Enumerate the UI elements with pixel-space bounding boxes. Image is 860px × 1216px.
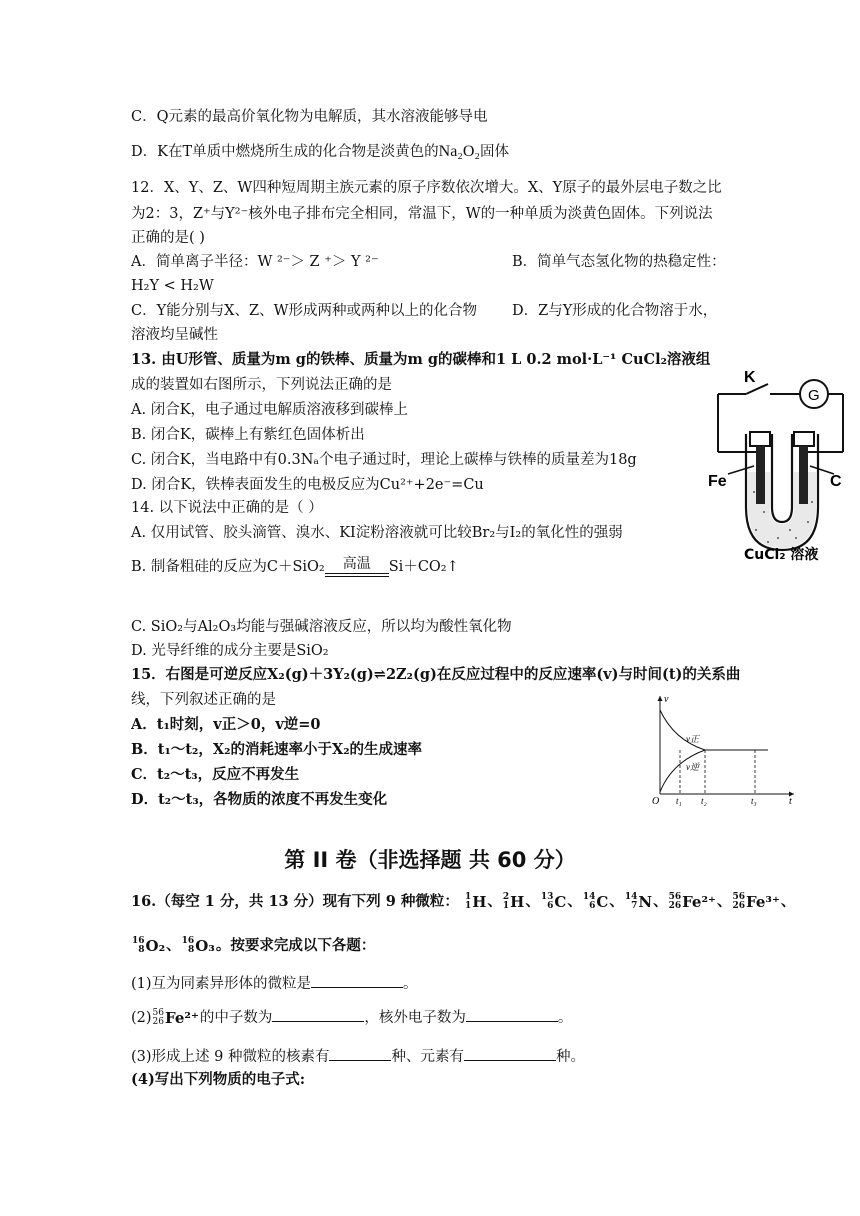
q13-option-c: C. 闭合K，当电路中有0.3Nₐ个电子通过时，理论上碳棒与铁棒的质量差为18g <box>131 452 637 468</box>
t1-label: t₁ <box>676 796 682 806</box>
answer-blank-4[interactable] <box>329 1045 391 1061</box>
q16-sub-1 <box>131 972 418 994</box>
particle-n14: 14 7 N <box>624 892 653 911</box>
q16-sub-2-pre: (2) <box>131 1010 152 1026</box>
q14-option-b-post: Si＋CO₂↑ <box>388 559 459 575</box>
origin-label: O <box>652 796 660 807</box>
q12-option-b: B．简单气态氢化物的热稳定性： <box>512 254 726 270</box>
q16-sub-2-end: 。 <box>557 1010 573 1026</box>
q12-option-b-cont: H₂Y < H₂W <box>131 278 214 294</box>
reaction-condition <box>325 556 389 577</box>
u-tube-apparatus-figure <box>708 362 850 562</box>
particle-h2: 2 1 H <box>502 892 525 911</box>
q15-option-d: D．t₂～t₃，各物质的浓度不再发生变化 <box>131 791 388 808</box>
particle-c13: 13 6 C <box>540 892 567 911</box>
particle-fe3: 56 26 Fe³⁺ <box>732 892 780 911</box>
q16-stem: 16.（每空 1 分，共 13 分）现有下列 9 种微粒： 1 1 H、 2 1 H、 13 6 C、 14 6 C、 14 7 N、 56 26 Fe²⁺、 56 26 Fe³⁺、 <box>131 892 796 911</box>
q16-sub-4: (4)写出下列物质的电子式: <box>131 1071 306 1088</box>
q12-option-d: D．Z与Y形成的化合物溶于水， <box>512 303 718 319</box>
q12-stem-1: 12．X、Y、Z、W四种短周期主族元素的原子序数依次增大。X、Y原子的最外层电子数之比 <box>131 180 722 196</box>
fe-electrode-label: Fe <box>708 473 727 490</box>
q14-stem: 14. 以下说法中正确的是（ ） <box>131 500 323 516</box>
q11-option-c: C．Q元素的最高价氧化物为电解质，其水溶液能够导电 <box>131 109 488 125</box>
q16-sub-3 <box>131 1045 585 1067</box>
particle-o2: 16 8 O₂ <box>132 936 166 955</box>
q13-stem-2: 成的装置如右图所示，下列说法正确的是 <box>131 377 392 393</box>
q12-option-d-cont: 溶液均呈碱性 <box>131 327 218 343</box>
q16-sub-2 <box>131 1006 572 1028</box>
particle-fe2-ref: 56 26 Fe²⁺ <box>152 1008 199 1027</box>
q16-sub-1-end: 。 <box>403 976 418 992</box>
q11-option-d-formula: Na₂O₂ <box>438 143 481 160</box>
answer-blank-2[interactable] <box>272 1006 364 1022</box>
q15-option-a: A．t₁时刻，v正＞0，v逆=0 <box>131 716 321 733</box>
q16-stem-post: 。按要求完成以下各题： <box>215 937 376 954</box>
galvanometer-label: G <box>808 387 820 404</box>
q16-sub-3-mid: 种、元素有 <box>391 1049 464 1065</box>
v-axis-label: v <box>664 694 669 705</box>
answer-blank-3[interactable] <box>466 1006 558 1022</box>
q14-option-b <box>131 556 459 590</box>
q16-stem-cont: 16 8 O₂、 16 8 O₃。按要求完成以下各题： <box>132 936 376 955</box>
rate-time-graph-figure <box>648 690 800 808</box>
t2-label: t₂ <box>701 796 707 806</box>
c-electrode-label: C <box>830 473 842 490</box>
q14-option-a: A. 仅用试管、胶头滴管、溴水、KI淀粉溶液就可比较Br₂与I₂的氧化性的强弱 <box>131 525 623 541</box>
q15-option-b: B．t₁～t₂，X₂的消耗速率小于X₂的生成速率 <box>131 741 423 758</box>
q12-option-c: C．Y能分别与X、Z、W形成两种或两种以上的化合物 <box>131 303 477 319</box>
v-forward-label: v正 <box>686 734 699 744</box>
q13-option-a: A. 闭合K，电子通过电解质溶液移到碳棒上 <box>131 402 409 418</box>
q13-stem-1: 13. 由U形管、质量为m g的铁棒、质量为m g的碳棒和1 L 0.2 mol·L⁻¹ CuCl₂溶液组 <box>131 351 711 368</box>
q11-option-d-tail: 固体 <box>480 144 510 160</box>
q12-stem-3: 正确的是( ) <box>131 230 205 246</box>
particle-o3: 16 8 O₃ <box>181 936 215 955</box>
condition-high-temp: 高温 <box>342 556 371 572</box>
answer-blank-1[interactable] <box>311 972 403 988</box>
section-title: 第 II 卷（非选择题 共 60 分） <box>284 848 576 872</box>
switch-k-label: K <box>744 369 756 386</box>
q14-option-c: C. SiO₂与Al₂O₃均能与强碱溶液反应，所以均为酸性氧化物 <box>131 619 512 635</box>
q11-option-d-text: D．K在T单质中燃烧所生成的化合物是淡黄色的 <box>131 144 439 160</box>
answer-blank-5[interactable] <box>464 1045 556 1061</box>
v-reverse-label: v逆 <box>686 762 699 772</box>
q16-sub-2-mid: 的中子数为 <box>199 1010 273 1026</box>
q11-option-d <box>131 142 509 162</box>
q15-stem-1: 15．右图是可逆反应X₂(g)＋3Y₂(g)⇌2Z₂(g)在反应过程中的反应速率(v)与时间(t)的关系曲 <box>131 666 741 683</box>
q16-sub-3-end: 种。 <box>555 1049 585 1065</box>
q14-option-b-pre: B. 制备粗硅的反应为C＋SiO₂ <box>131 559 325 575</box>
q12-option-a: A．简单离子半径：W ²⁻＞ Z ⁺＞ Y ²⁻ <box>131 254 379 270</box>
q13-option-b: B. 闭合K，碳棒上有紫红色固体析出 <box>131 427 365 443</box>
q15-option-c: C．t₂～t₃，反应不再发生 <box>131 766 300 783</box>
q15-stem-2: 线，下列叙述正确的是 <box>131 692 276 708</box>
particle-c14: 14 6 C <box>582 892 609 911</box>
solution-label: CuCl₂ 溶液 <box>744 547 819 562</box>
q16-stem-pre: 16.（每空 1 分，共 13 分）现有下列 9 种微粒： <box>131 893 459 910</box>
q16-sub-3-pre: (3)形成上述 9 种微粒的核素有 <box>131 1049 330 1065</box>
q16-sub-1-text: (1)互为同素异形体的微粒是 <box>131 976 312 992</box>
particle-fe2: 56 26 Fe²⁺ <box>668 892 716 911</box>
q13-option-d: D. 闭合K，铁棒表面发生的电极反应为Cu²⁺+2e⁻=Cu <box>131 477 484 493</box>
t3-label: t₃ <box>751 796 757 806</box>
t-axis-label: t <box>789 796 792 807</box>
q14-option-d: D. 光导纤维的成分主要是SiO₂ <box>131 643 329 659</box>
q12-stem-2: 为2：3，Z⁺与Y²⁻核外电子排布完全相同，常温下，W的一种单质为淡黄色固体。下列说法 <box>131 206 713 222</box>
equals-bar <box>325 573 389 577</box>
q16-sub-2-mid2: ，核外电子数为 <box>364 1010 466 1026</box>
particle-h1: 1 1 H <box>464 892 487 911</box>
